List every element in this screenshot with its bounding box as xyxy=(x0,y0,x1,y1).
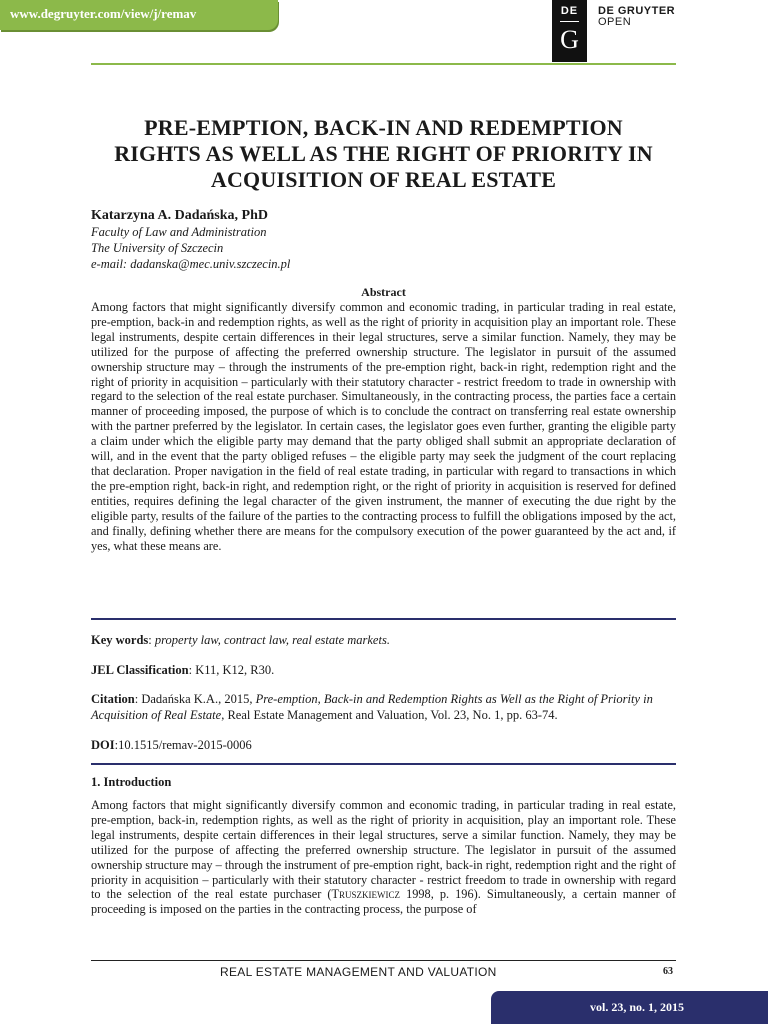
author-faculty: Faculty of Law and Administration xyxy=(91,225,267,239)
doi-label: DOI xyxy=(91,738,115,752)
author-name: Katarzyna A. Dadańska, PhD xyxy=(91,208,268,223)
citation xyxy=(91,691,676,723)
footer-journal: REAL ESTATE MANAGEMENT AND VALUATION xyxy=(220,965,497,979)
title-line: PRE-EMPTION, BACK-IN AND REDEMPTION xyxy=(144,115,623,140)
journal-url[interactable]: www.degruyter.com/view/j/remav xyxy=(10,6,197,21)
logo-g: G xyxy=(560,25,579,54)
jel-classification xyxy=(91,662,676,678)
jel-value: : K11, K12, R30. xyxy=(188,663,275,677)
intro-cite-author: Truszkiewicz xyxy=(331,887,401,902)
introduction-heading: 1. Introduction xyxy=(91,775,172,789)
volume-label: vol. 23, no. 1, 2015 xyxy=(589,1000,684,1014)
author-email[interactable]: e-mail: dadanska@mec.univ.szczecin.pl xyxy=(91,257,291,271)
publisher-logo xyxy=(552,0,587,62)
citation-title: Pre-emption, Back-in and Redemption Rights as Well as the Right of Priority in Acquisition of Real Estate xyxy=(91,692,653,722)
abstract-text: Among factors that might significantly diversify common and economic trading, in particular trading in real estate, pre-emption, back-in and redemption rights, as well as the right of priority in acquisition play an important role. These legal instruments, despite certain differences in their legal structures, serve a similar function. Namely, they may be utilized for the purpose of affecting the preferred ownership structure. The legislator in pursuit of the assumed ownership structure may – through the instruments of the pre-emption right, back-in right, redemption right and the right of priority in acquisition – particularly with their statutory character - restrict freedom to trade in ownership with regard to the selection of the real estate purchaser. Simultaneously, in the contracting process, the parties face a certain manner of proceeding imposed, the purpose of which is to conclude the contract on transferring real estate ownership with the partner preferred by the legislator. In certain cases, the legislator goes even further, granting the eligible party a claim under which the eligible party may demand that the party obliged shall submit an appropriate declaration of will, and in the event that the party obliged refuses – the eligible party may seek the judgment of the court replacing that declaration. Proper navigation in the field of real estate trading, in particular with regard to transactions in which the pre-emption right, back-in right, and redemption right, or the right of priority in acquisition is reserved for defined entities, requires defining the legal character of the given instrument, the manner of executing the due right by the eligible party, results of the failure of the parties to the contracting process to fulfill the obligations imposed by the act, and finally, defining whether there are means for the compulsory execution of the power guaranteed by the act and, if yes, what these means are. xyxy=(91,300,676,553)
publisher-name xyxy=(598,6,675,28)
introduction-text xyxy=(91,798,676,917)
citation-label: Citation xyxy=(91,692,135,706)
keywords-label: Key words xyxy=(91,633,149,647)
citation-prefix: : Dadańska K.A., 2015, xyxy=(134,692,256,706)
jel-label: JEL Classification xyxy=(91,663,189,677)
intro-text-before: Among factors that might significantly diversify common and economic trading, in particular trading in real estate, pre-emption, back-in, redemption rights, as well as the right of priority in acquisition, play an important role. These legal instruments, despite certain differences in their legal structures, serve a similar function. Namely, they may be utilized for the purpose of affecting the preferred ownership structure. The legislator in pursuit of the assumed ownership structure may – through the instrument of pre-emption right, back-in right, redemption right and the right of priority in acquisition – particularly with their statutory character - restrict freedom to trade in ownership with regard to the selection of the real estate purchaser ( xyxy=(91,798,676,902)
intro-text-after: 1998, p. 196). Simultaneously, a certain manner of proceeding is imposed on the parties in the contracting process, the purpose of xyxy=(91,887,676,917)
logo-divider xyxy=(560,21,579,22)
logo-de: DE xyxy=(560,5,579,17)
journal-url-tab[interactable] xyxy=(0,0,278,30)
paper-title xyxy=(91,115,676,193)
footer-rule xyxy=(91,960,676,961)
publisher-name-line1: DE GRUYTER xyxy=(598,5,676,17)
doi-value[interactable]: :10.1515/remav-2015-0006 xyxy=(114,738,252,752)
keywords-value: property law, contract law, real estate markets. xyxy=(154,633,390,647)
abstract-heading: Abstract xyxy=(361,285,406,299)
doi xyxy=(91,737,676,753)
title-line: RIGHTS AS WELL AS THE RIGHT OF PRIORITY IN xyxy=(114,141,653,166)
header-rule xyxy=(91,63,676,65)
author-university: The University of Szczecin xyxy=(91,241,224,255)
meta-rule xyxy=(91,763,676,765)
title-line: ACQUISITION OF REAL ESTATE xyxy=(210,167,557,192)
volume-tab xyxy=(491,991,768,1024)
citation-suffix: , Real Estate Management and Valuation, Vol. 23, No. 1, pp. 63-74. xyxy=(221,708,558,722)
publisher-name-line2: OPEN xyxy=(598,16,632,28)
page-number: 63 xyxy=(663,966,673,977)
keywords: Key words: property law, contract law, real estate markets. xyxy=(91,633,390,647)
abstract-rule xyxy=(91,618,676,620)
